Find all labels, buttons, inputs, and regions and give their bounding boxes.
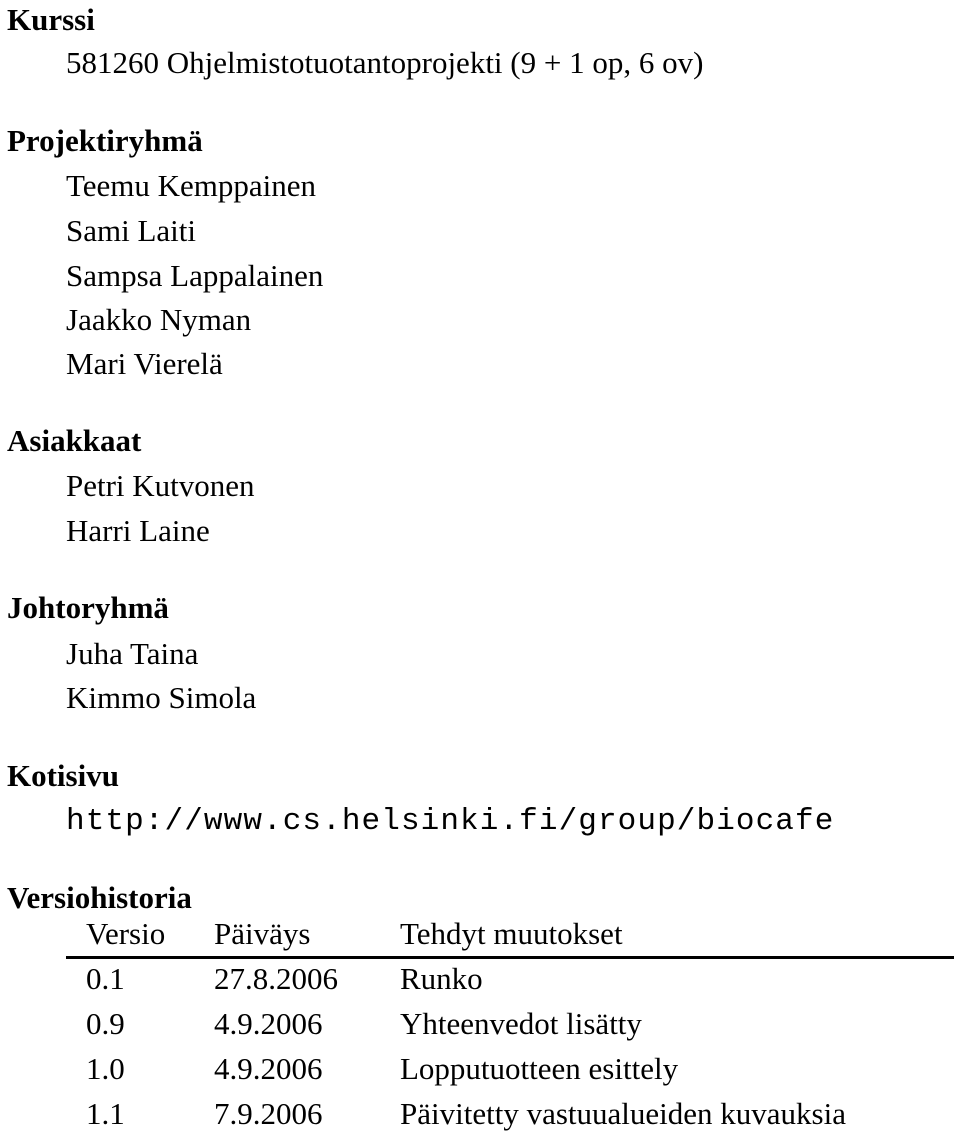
version-column-header: Versio	[86, 916, 166, 951]
steering-group-member: Juha Taina	[66, 636, 199, 671]
project-group-heading: Projektiryhmä	[7, 123, 203, 158]
homepage-url: http://www.cs.helsinki.fi/group/biocafe	[66, 804, 835, 839]
homepage-heading: Kotisivu	[7, 758, 119, 793]
changes-column-header: Tehdyt muutokset	[400, 916, 623, 951]
table-header-rule	[66, 956, 954, 959]
date-cell: 4.9.2006	[214, 1006, 323, 1041]
date-cell: 27.8.2006	[214, 961, 338, 996]
client-member: Petri Kutvonen	[66, 468, 255, 503]
project-group-member: Jaakko Nyman	[66, 302, 252, 337]
project-group-member: Mari Vierelä	[66, 346, 223, 381]
project-group-member: Sampsa Lappalainen	[66, 258, 324, 293]
clients-heading: Asiakkaat	[7, 423, 142, 458]
project-group-member: Teemu Kemppainen	[66, 168, 317, 203]
changes-cell: Runko	[400, 961, 483, 996]
changes-cell: Yhteenvedot lisätty	[400, 1006, 642, 1041]
steering-group-heading: Johtoryhmä	[7, 590, 169, 625]
version-cell: 0.1	[86, 961, 125, 996]
course-value: 581260 Ohjelmistotuotantoprojekti (9 + 1 op, 6 ov)	[66, 45, 704, 80]
changes-cell: Päivitetty vastuualueiden kuvauksia	[400, 1096, 846, 1131]
project-group-member: Sami Laiti	[66, 213, 197, 248]
date-cell: 7.9.2006	[214, 1096, 323, 1131]
date-column-header: Päiväys	[214, 916, 311, 951]
version-history-heading: Versiohistoria	[7, 880, 192, 915]
steering-group-member: Kimmo Simola	[66, 680, 257, 715]
client-member: Harri Laine	[66, 513, 210, 548]
changes-cell: Lopputuotteen esittely	[400, 1051, 679, 1086]
version-cell: 1.0	[86, 1051, 125, 1086]
version-cell: 1.1	[86, 1096, 125, 1131]
date-cell: 4.9.2006	[214, 1051, 323, 1086]
version-cell: 0.9	[86, 1006, 125, 1041]
course-heading: Kurssi	[7, 2, 95, 37]
